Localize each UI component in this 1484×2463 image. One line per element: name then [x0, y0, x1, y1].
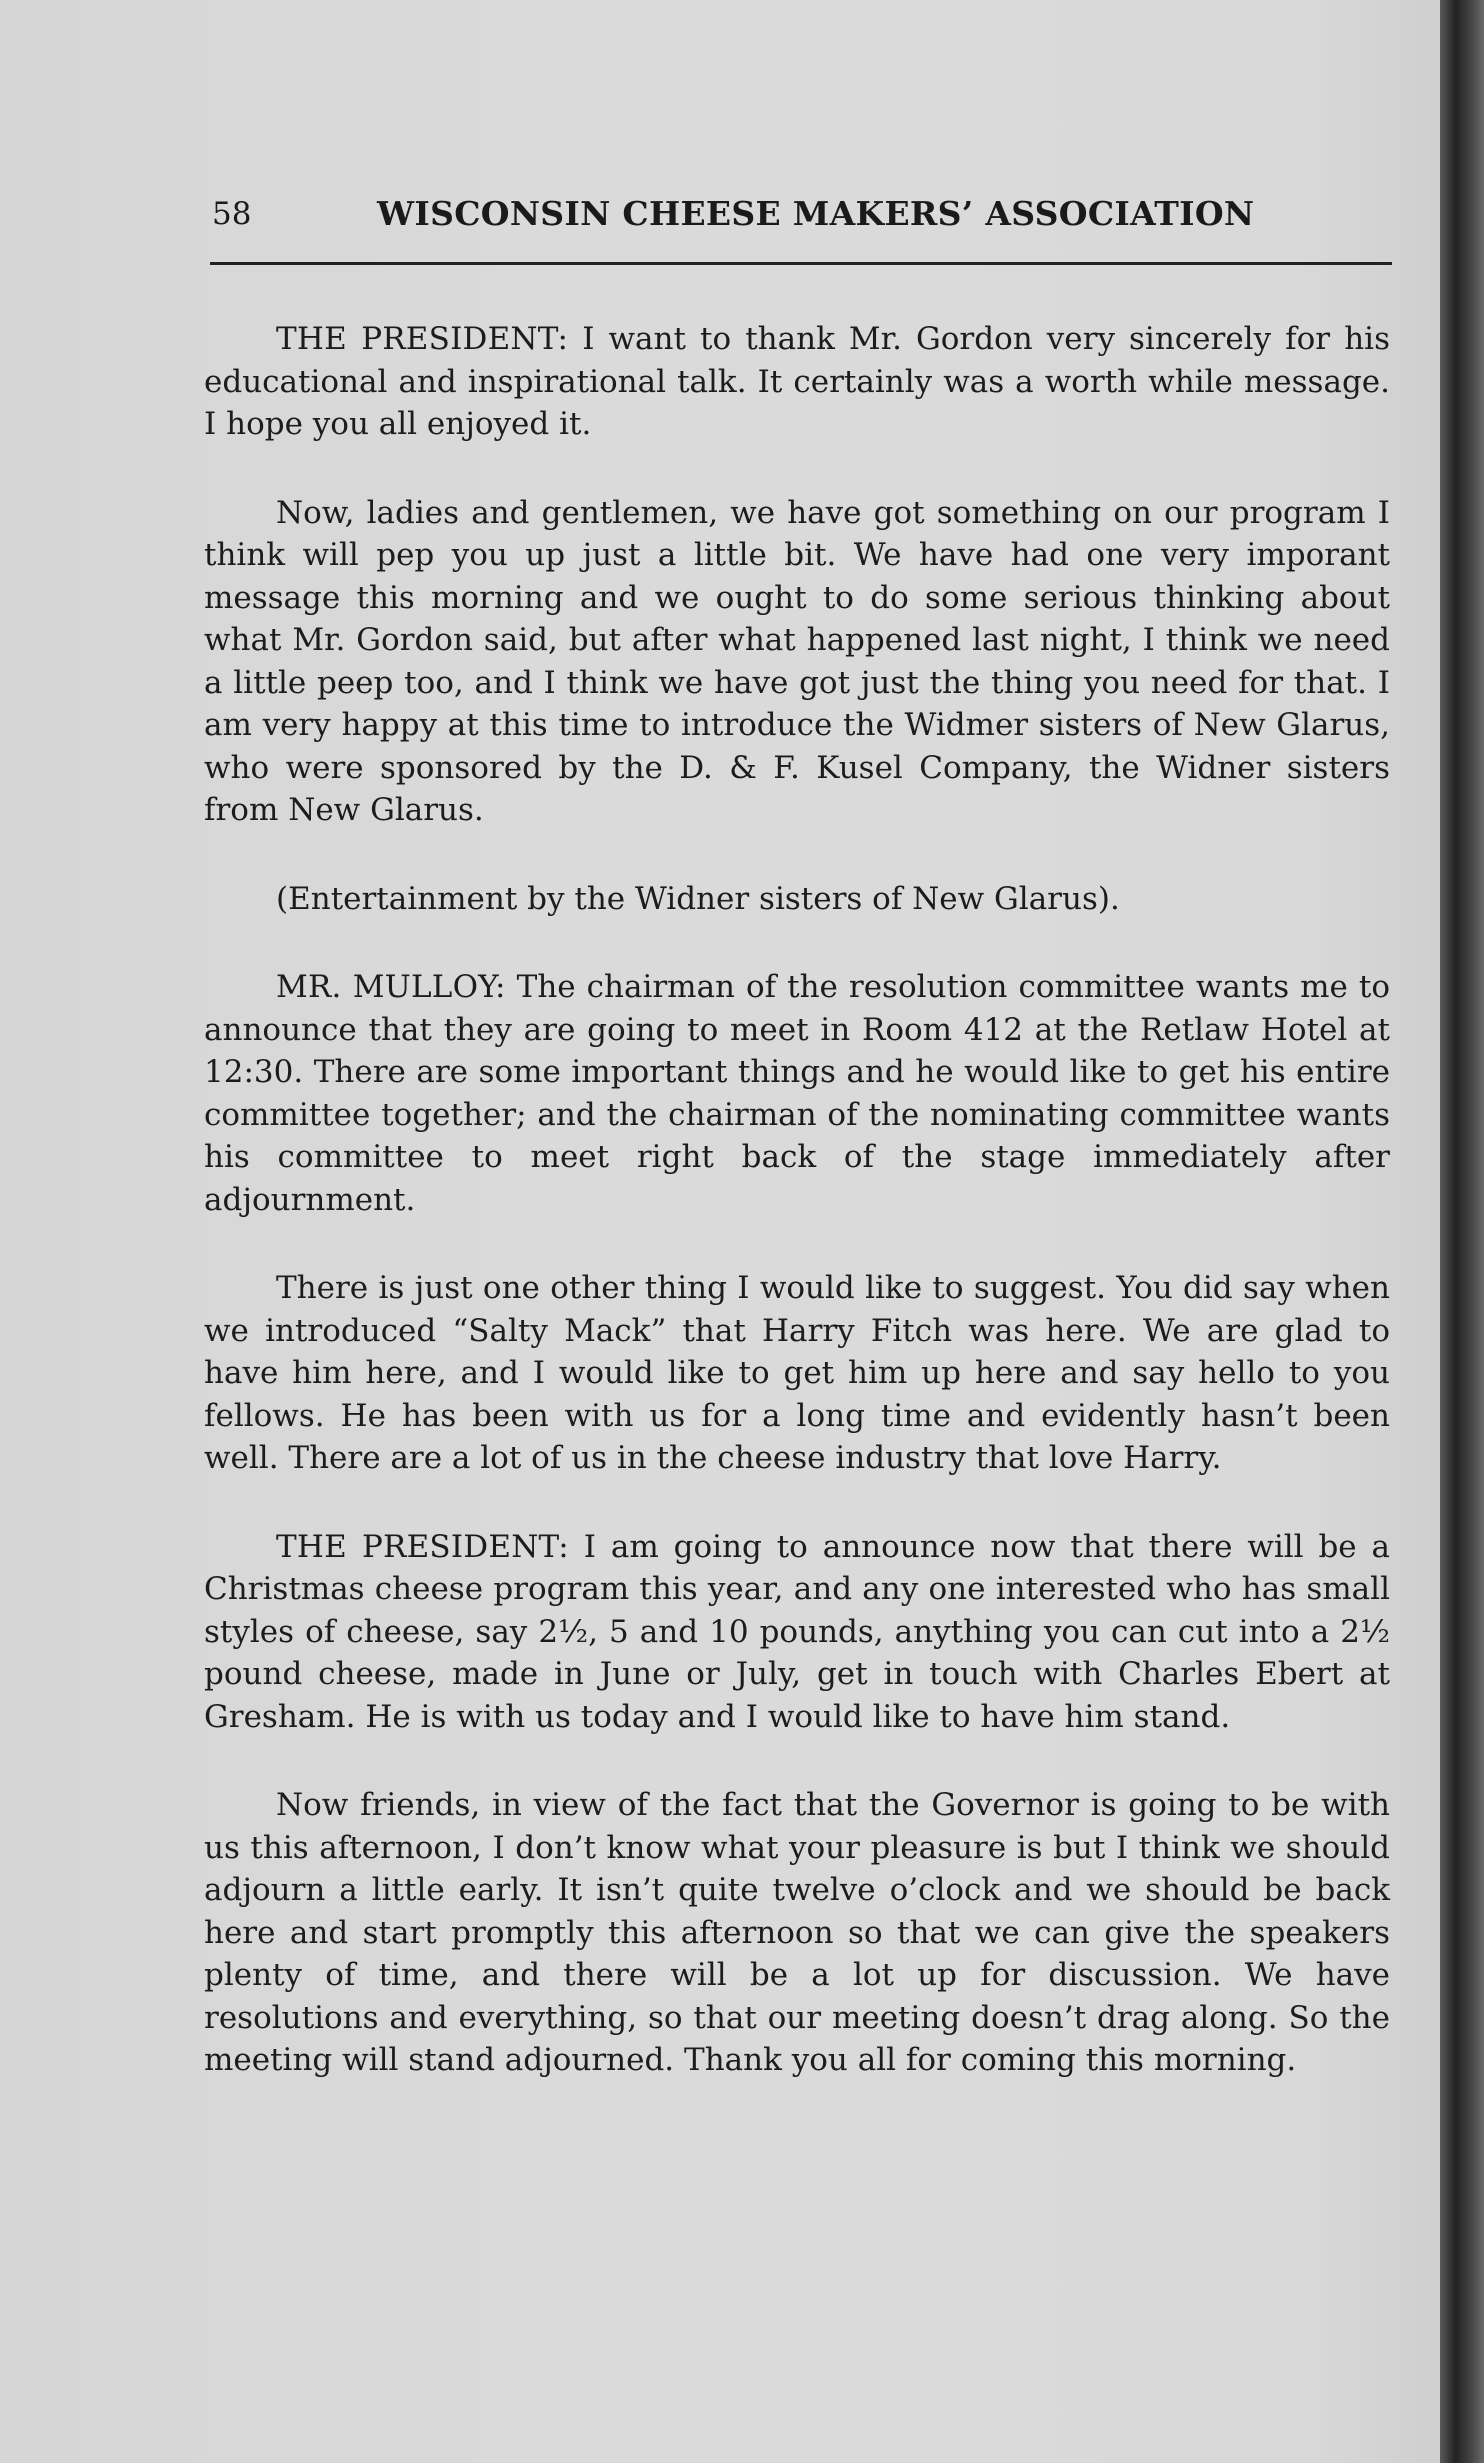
paragraph-text: The chairman of the resolution committee wants me to announce that they are going to meet in Room 412 at the Retlaw Hotel at 12:30. There are some important things and he would like to get his entire committee together; and the chairman of the nominating committee wants his committee to meet right back of the stage immediately after adjournment.: [204, 969, 1390, 1218]
page-header: [212, 190, 1392, 236]
paragraph-text: Now friends, in view of the fact that the Governor is going to be with us this afternoon, I don’t know what your pleasure is but I think we should adjourn a little early. It isn’t quite twelve o’clock and we should be back here and start promptly this afternoon so that we can give the speakers plenty of time, and there will be a lot up for discussion. We have resolutions and everything, so that our meeting doesn’t drag along. So the meeting will stand adjourned. Thank you all for coming this morning.: [204, 1787, 1390, 2078]
paragraph-3: [204, 878, 1390, 921]
paragraph-text: I want to thank Mr. Gordon very sincerely for his educational and inspirational talk. It certainly was a worth while message. I hope you all enjoyed it.: [204, 321, 1390, 442]
paragraph-7: [204, 1784, 1390, 2082]
paragraph-4: [204, 966, 1390, 1221]
speaker-label: THE PRESIDENT:: [276, 1528, 569, 1565]
header-rule: [210, 262, 1392, 265]
paragraph-1: [204, 318, 1390, 446]
page-body: [204, 318, 1390, 2128]
book-spine-edge: [1440, 0, 1484, 2463]
paragraph-6: [204, 1526, 1390, 1739]
speaker-label: THE PRESIDENT:: [276, 321, 569, 357]
paragraph-5: [204, 1267, 1390, 1480]
speaker-label: MR. MULLOY:: [276, 969, 506, 1005]
paragraph-text: (Entertainment by the Widner sisters of New Glarus).: [276, 880, 1120, 917]
paragraph-text: Now, ladies and gentlemen, we have got something on our program I think will pep you up just a little bit. We have had one very imporant message this morning and we ought to do some serious thinking about what Mr. Gordon said, but after what happened last night, I think we need a little peep too, and I think we have got just the thing you need for that. I am very happy at this time to introduce the Widmer sisters of New Glarus, who were sponsored by the D. & F. Kusel Company, the Widner sisters from New Glarus.: [204, 494, 1390, 828]
page-number: 58: [212, 196, 252, 232]
paragraph-2: [204, 492, 1390, 832]
paragraph-text: There is just one other thing I would like to suggest. You did say when we introduced “Salty Mack” that Harry Fitch was here. We are glad to have him here, and I would like to get him up here and say hello to you fellows. He has been with us for a long time and evidently hasn’t been well. There are a lot of us in the cheese industry that love Harry.: [204, 1270, 1390, 1476]
paragraph-text: I am going to announce now that there will be a Christmas cheese program this year, and any one interested who has small styles of cheese, say 2½, 5 and 10 pounds, anything you can cut into a 2½ pound cheese, made in June or July, get in touch with Charles Ebert at Gresham. He is with us today and I would like to have him stand.: [204, 1528, 1390, 1735]
running-title: WISCONSIN CHEESE MAKERS’ ASSOCIATION: [377, 194, 1255, 233]
